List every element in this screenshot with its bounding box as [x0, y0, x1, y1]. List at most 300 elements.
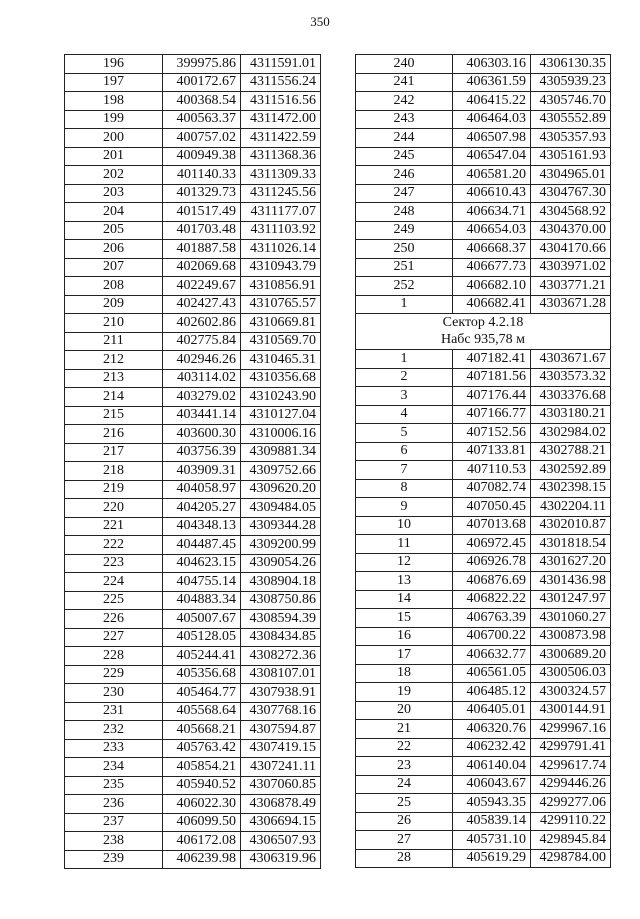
table-row	[65, 73, 321, 92]
point-number-cell: 1	[356, 350, 453, 369]
point-number-cell: 9	[356, 498, 453, 517]
point-number-cell: 3	[356, 387, 453, 406]
x-coordinate-cell: 405763.42	[163, 739, 241, 758]
table-row	[65, 240, 321, 259]
coordinates-table-right	[355, 54, 611, 868]
point-number-cell: 229	[65, 665, 163, 684]
x-coordinate-cell: 402946.26	[163, 351, 241, 370]
table-row	[356, 129, 611, 148]
x-coordinate-cell: 406632.77	[453, 646, 531, 665]
point-number-cell: 197	[65, 73, 163, 92]
table-row	[356, 701, 611, 720]
x-coordinate-cell: 401140.33	[163, 166, 241, 185]
x-coordinate-cell: 400172.67	[163, 73, 241, 92]
x-coordinate-cell: 406561.05	[453, 664, 531, 683]
y-coordinate-cell: 4309752.66	[241, 462, 321, 481]
table-row	[65, 795, 321, 814]
x-coordinate-cell: 406507.98	[453, 129, 531, 148]
x-coordinate-cell: 401703.48	[163, 221, 241, 240]
point-number-cell: 248	[356, 203, 453, 222]
table-row	[65, 314, 321, 333]
y-coordinate-cell: 4308904.18	[241, 573, 321, 592]
coordinates-table-left	[64, 54, 321, 869]
y-coordinate-cell: 4308107.01	[241, 665, 321, 684]
x-coordinate-cell: 406876.69	[453, 572, 531, 591]
x-coordinate-cell: 400563.37	[163, 110, 241, 129]
y-coordinate-cell: 4303376.68	[531, 387, 611, 406]
y-coordinate-cell: 4302204.11	[531, 498, 611, 517]
x-coordinate-cell: 405940.52	[163, 776, 241, 795]
y-coordinate-cell: 4310669.81	[241, 314, 321, 333]
y-coordinate-cell: 4310943.79	[241, 258, 321, 277]
point-number-cell: 224	[65, 573, 163, 592]
x-coordinate-cell: 406415.22	[453, 92, 531, 111]
table-row	[65, 295, 321, 314]
y-coordinate-cell: 4303671.28	[531, 295, 611, 314]
point-number-cell: 227	[65, 628, 163, 647]
y-coordinate-cell: 4310006.16	[241, 425, 321, 444]
table-row	[65, 92, 321, 111]
table-row	[356, 73, 611, 92]
y-coordinate-cell: 4305357.93	[531, 129, 611, 148]
x-coordinate-cell: 402602.86	[163, 314, 241, 333]
point-number-cell: 14	[356, 590, 453, 609]
x-coordinate-cell: 406022.30	[163, 795, 241, 814]
table-row	[356, 646, 611, 665]
x-coordinate-cell: 404487.45	[163, 536, 241, 555]
point-number-cell: 20	[356, 701, 453, 720]
y-coordinate-cell: 4304370.00	[531, 221, 611, 240]
point-number-cell: 252	[356, 277, 453, 296]
y-coordinate-cell: 4301436.98	[531, 572, 611, 591]
y-coordinate-cell: 4311556.24	[241, 73, 321, 92]
table-row	[356, 221, 611, 240]
y-coordinate-cell: 4310127.04	[241, 406, 321, 425]
x-coordinate-cell: 405668.21	[163, 721, 241, 740]
point-number-cell: 251	[356, 258, 453, 277]
table-row	[65, 147, 321, 166]
y-coordinate-cell: 4300873.98	[531, 627, 611, 646]
table-row	[65, 702, 321, 721]
y-coordinate-cell: 4310569.70	[241, 332, 321, 351]
point-number-cell: 233	[65, 739, 163, 758]
x-coordinate-cell: 403756.39	[163, 443, 241, 462]
y-coordinate-cell: 4311103.92	[241, 221, 321, 240]
x-coordinate-cell: 406682.10	[453, 277, 531, 296]
table-row	[356, 535, 611, 554]
point-number-cell: 8	[356, 479, 453, 498]
x-coordinate-cell: 406610.43	[453, 184, 531, 203]
x-coordinate-cell: 405731.10	[453, 831, 531, 850]
x-coordinate-cell: 406172.08	[163, 832, 241, 851]
y-coordinate-cell: 4311026.14	[241, 240, 321, 259]
x-coordinate-cell: 402249.67	[163, 277, 241, 296]
point-number-cell: 12	[356, 553, 453, 572]
y-coordinate-cell: 4311177.07	[241, 203, 321, 222]
table-row	[65, 850, 321, 869]
point-number-cell: 217	[65, 443, 163, 462]
point-number-cell: 18	[356, 664, 453, 683]
table-row	[356, 442, 611, 461]
x-coordinate-cell: 406547.04	[453, 147, 531, 166]
y-coordinate-cell: 4306694.15	[241, 813, 321, 832]
table-row	[356, 424, 611, 443]
x-coordinate-cell: 404623.15	[163, 554, 241, 573]
point-number-cell: 228	[65, 647, 163, 666]
y-coordinate-cell: 4311245.56	[241, 184, 321, 203]
y-coordinate-cell: 4308272.36	[241, 647, 321, 666]
x-coordinate-cell: 407050.45	[453, 498, 531, 517]
x-coordinate-cell: 406581.20	[453, 166, 531, 185]
y-coordinate-cell: 4306507.93	[241, 832, 321, 851]
x-coordinate-cell: 406634.71	[453, 203, 531, 222]
table-row	[65, 388, 321, 407]
page-number: 350	[310, 14, 330, 29]
y-coordinate-cell: 4309620.20	[241, 480, 321, 499]
table-row	[65, 425, 321, 444]
y-coordinate-cell: 4300506.03	[531, 664, 611, 683]
y-coordinate-cell: 4307241.11	[241, 758, 321, 777]
point-number-cell: 7	[356, 461, 453, 480]
table-row	[356, 295, 611, 314]
point-number-cell: 249	[356, 221, 453, 240]
table-row	[65, 554, 321, 573]
table-row	[65, 406, 321, 425]
x-coordinate-cell: 407181.56	[453, 368, 531, 387]
point-number-cell: 220	[65, 499, 163, 518]
y-coordinate-cell: 4308594.39	[241, 610, 321, 629]
table-row	[356, 720, 611, 739]
point-number-cell: 206	[65, 240, 163, 259]
x-coordinate-cell: 406972.45	[453, 535, 531, 554]
x-coordinate-cell: 406464.03	[453, 110, 531, 129]
table-row	[356, 553, 611, 572]
x-coordinate-cell: 407110.53	[453, 461, 531, 480]
point-number-cell: 241	[356, 73, 453, 92]
x-coordinate-cell: 407152.56	[453, 424, 531, 443]
table-row	[356, 277, 611, 296]
point-number-cell: 232	[65, 721, 163, 740]
point-number-cell: 25	[356, 794, 453, 813]
x-coordinate-cell: 400757.02	[163, 129, 241, 148]
point-number-cell: 239	[65, 850, 163, 869]
point-number-cell: 4	[356, 405, 453, 424]
point-number-cell: 21	[356, 720, 453, 739]
y-coordinate-cell: 4308434.85	[241, 628, 321, 647]
point-number-cell: 219	[65, 480, 163, 499]
table-row	[356, 184, 611, 203]
point-number-cell: 242	[356, 92, 453, 111]
y-coordinate-cell: 4302592.89	[531, 461, 611, 480]
point-number-cell: 6	[356, 442, 453, 461]
point-number-cell: 17	[356, 646, 453, 665]
x-coordinate-cell: 406677.73	[453, 258, 531, 277]
point-number-cell: 199	[65, 110, 163, 129]
table-row	[65, 739, 321, 758]
x-coordinate-cell: 406140.04	[453, 757, 531, 776]
y-coordinate-cell: 4309344.28	[241, 517, 321, 536]
x-coordinate-cell: 406232.42	[453, 738, 531, 757]
y-coordinate-cell: 4299967.16	[531, 720, 611, 739]
point-number-cell: 230	[65, 684, 163, 703]
point-number-cell: 237	[65, 813, 163, 832]
point-number-cell: 231	[65, 702, 163, 721]
table-row	[356, 55, 611, 74]
table-row	[65, 517, 321, 536]
x-coordinate-cell: 406485.12	[453, 683, 531, 702]
table-row	[65, 591, 321, 610]
y-coordinate-cell: 4304965.01	[531, 166, 611, 185]
point-number-cell: 214	[65, 388, 163, 407]
point-number-cell: 1	[356, 295, 453, 314]
y-coordinate-cell: 4306130.35	[531, 55, 611, 74]
x-coordinate-cell: 406405.01	[453, 701, 531, 720]
table-row	[65, 573, 321, 592]
table-row	[356, 738, 611, 757]
table-row	[65, 443, 321, 462]
point-number-cell: 26	[356, 812, 453, 831]
table-row	[356, 609, 611, 628]
x-coordinate-cell: 407133.81	[453, 442, 531, 461]
point-number-cell: 201	[65, 147, 163, 166]
table-row	[65, 536, 321, 555]
x-coordinate-cell: 406320.76	[453, 720, 531, 739]
point-number-cell: 196	[65, 55, 163, 74]
x-coordinate-cell: 407082.74	[453, 479, 531, 498]
x-coordinate-cell: 405854.21	[163, 758, 241, 777]
y-coordinate-cell: 4307938.91	[241, 684, 321, 703]
point-number-cell: 234	[65, 758, 163, 777]
section-subtitle-row	[356, 332, 611, 350]
y-coordinate-cell: 4304170.66	[531, 240, 611, 259]
y-coordinate-cell: 4309484.05	[241, 499, 321, 518]
table-row	[356, 590, 611, 609]
x-coordinate-cell: 403114.02	[163, 369, 241, 388]
table-row	[65, 369, 321, 388]
x-coordinate-cell: 402427.43	[163, 295, 241, 314]
y-coordinate-cell: 4307419.15	[241, 739, 321, 758]
y-coordinate-cell: 4302984.02	[531, 424, 611, 443]
y-coordinate-cell: 4303671.67	[531, 350, 611, 369]
table-row	[65, 665, 321, 684]
table-row	[356, 516, 611, 535]
x-coordinate-cell: 406099.50	[163, 813, 241, 832]
point-number-cell: 210	[65, 314, 163, 333]
x-coordinate-cell: 403441.14	[163, 406, 241, 425]
point-number-cell: 247	[356, 184, 453, 203]
y-coordinate-cell: 4300689.20	[531, 646, 611, 665]
y-coordinate-cell: 4303573.32	[531, 368, 611, 387]
y-coordinate-cell: 4304568.92	[531, 203, 611, 222]
table-row	[65, 221, 321, 240]
x-coordinate-cell: 402775.84	[163, 332, 241, 351]
y-coordinate-cell: 4299617.74	[531, 757, 611, 776]
x-coordinate-cell: 403600.30	[163, 425, 241, 444]
y-coordinate-cell: 4302788.21	[531, 442, 611, 461]
table-row	[65, 184, 321, 203]
table-row	[65, 110, 321, 129]
x-coordinate-cell: 405619.29	[453, 849, 531, 868]
y-coordinate-cell: 4302398.15	[531, 479, 611, 498]
table-row	[65, 813, 321, 832]
table-row	[65, 351, 321, 370]
table-row	[356, 498, 611, 517]
table-row	[356, 203, 611, 222]
point-number-cell: 245	[356, 147, 453, 166]
table-row	[356, 849, 611, 868]
point-number-cell: 204	[65, 203, 163, 222]
section-title-row	[356, 314, 611, 332]
y-coordinate-cell: 4299277.06	[531, 794, 611, 813]
y-coordinate-cell: 4311309.33	[241, 166, 321, 185]
x-coordinate-cell: 406239.98	[163, 850, 241, 869]
section-title: Сектор 4.2.18	[356, 314, 611, 332]
y-coordinate-cell: 4309200.99	[241, 536, 321, 555]
point-number-cell: 235	[65, 776, 163, 795]
y-coordinate-cell: 4305552.89	[531, 110, 611, 129]
point-number-cell: 212	[65, 351, 163, 370]
point-number-cell: 243	[356, 110, 453, 129]
point-number-cell: 240	[356, 55, 453, 74]
left-table-body	[65, 55, 321, 869]
x-coordinate-cell: 404755.14	[163, 573, 241, 592]
x-coordinate-cell: 406682.41	[453, 295, 531, 314]
table-row	[65, 55, 321, 74]
x-coordinate-cell: 405128.05	[163, 628, 241, 647]
table-row	[356, 757, 611, 776]
table-row	[356, 461, 611, 480]
point-number-cell: 202	[65, 166, 163, 185]
y-coordinate-cell: 4305939.23	[531, 73, 611, 92]
y-coordinate-cell: 4299791.41	[531, 738, 611, 757]
x-coordinate-cell: 406361.59	[453, 73, 531, 92]
x-coordinate-cell: 403279.02	[163, 388, 241, 407]
table-row	[356, 92, 611, 111]
y-coordinate-cell: 4309881.34	[241, 443, 321, 462]
x-coordinate-cell: 405839.14	[453, 812, 531, 831]
table-row	[65, 647, 321, 666]
table-row	[356, 627, 611, 646]
y-coordinate-cell: 4303771.21	[531, 277, 611, 296]
point-number-cell: 221	[65, 517, 163, 536]
x-coordinate-cell: 404205.27	[163, 499, 241, 518]
point-number-cell: 22	[356, 738, 453, 757]
table-row	[356, 166, 611, 185]
x-coordinate-cell: 405568.64	[163, 702, 241, 721]
y-coordinate-cell: 4309054.26	[241, 554, 321, 573]
x-coordinate-cell: 405464.77	[163, 684, 241, 703]
table-row	[356, 258, 611, 277]
y-coordinate-cell: 4311422.59	[241, 129, 321, 148]
table-row	[356, 812, 611, 831]
table-row	[356, 368, 611, 387]
y-coordinate-cell: 4306878.49	[241, 795, 321, 814]
y-coordinate-cell: 4301627.20	[531, 553, 611, 572]
x-coordinate-cell: 404348.13	[163, 517, 241, 536]
point-number-cell: 226	[65, 610, 163, 629]
x-coordinate-cell: 399975.86	[163, 55, 241, 74]
y-coordinate-cell: 4301060.27	[531, 609, 611, 628]
x-coordinate-cell: 404058.97	[163, 480, 241, 499]
table-row	[356, 479, 611, 498]
x-coordinate-cell: 400368.54	[163, 92, 241, 111]
table-row	[65, 499, 321, 518]
point-number-cell: 209	[65, 295, 163, 314]
table-row	[65, 258, 321, 277]
table-row	[356, 405, 611, 424]
table-row	[65, 332, 321, 351]
y-coordinate-cell: 4302010.87	[531, 516, 611, 535]
point-number-cell: 205	[65, 221, 163, 240]
y-coordinate-cell: 4307768.16	[241, 702, 321, 721]
x-coordinate-cell: 407166.77	[453, 405, 531, 424]
table-row	[65, 758, 321, 777]
x-coordinate-cell: 400949.38	[163, 147, 241, 166]
y-coordinate-cell: 4303971.02	[531, 258, 611, 277]
point-number-cell: 250	[356, 240, 453, 259]
point-number-cell: 211	[65, 332, 163, 351]
section-subtitle: Набс 935,78 м	[356, 332, 611, 350]
table-row	[65, 776, 321, 795]
table-row	[356, 110, 611, 129]
y-coordinate-cell: 4307060.85	[241, 776, 321, 795]
table-row	[356, 240, 611, 259]
y-coordinate-cell: 4298784.00	[531, 849, 611, 868]
x-coordinate-cell: 405244.41	[163, 647, 241, 666]
point-number-cell: 10	[356, 516, 453, 535]
point-number-cell: 222	[65, 536, 163, 555]
x-coordinate-cell: 407182.41	[453, 350, 531, 369]
point-number-cell: 15	[356, 609, 453, 628]
y-coordinate-cell: 4300324.57	[531, 683, 611, 702]
point-number-cell: 244	[356, 129, 453, 148]
table-row	[65, 721, 321, 740]
y-coordinate-cell: 4308750.86	[241, 591, 321, 610]
point-number-cell: 27	[356, 831, 453, 850]
point-number-cell: 200	[65, 129, 163, 148]
point-number-cell: 236	[65, 795, 163, 814]
point-number-cell: 11	[356, 535, 453, 554]
x-coordinate-cell: 407176.44	[453, 387, 531, 406]
x-coordinate-cell: 402069.68	[163, 258, 241, 277]
table-row	[356, 147, 611, 166]
point-number-cell: 223	[65, 554, 163, 573]
table-row	[356, 572, 611, 591]
point-number-cell: 24	[356, 775, 453, 794]
x-coordinate-cell: 406763.39	[453, 609, 531, 628]
table-row	[65, 462, 321, 481]
table-row	[65, 610, 321, 629]
table-row	[356, 683, 611, 702]
x-coordinate-cell: 405007.67	[163, 610, 241, 629]
table-row	[65, 277, 321, 296]
point-number-cell: 19	[356, 683, 453, 702]
point-number-cell: 13	[356, 572, 453, 591]
x-coordinate-cell: 405356.68	[163, 665, 241, 684]
y-coordinate-cell: 4311591.01	[241, 55, 321, 74]
y-coordinate-cell: 4311472.00	[241, 110, 321, 129]
point-number-cell: 16	[356, 627, 453, 646]
table-row	[65, 480, 321, 499]
y-coordinate-cell: 4303180.21	[531, 405, 611, 424]
y-coordinate-cell: 4311368.36	[241, 147, 321, 166]
y-coordinate-cell: 4305746.70	[531, 92, 611, 111]
x-coordinate-cell: 403909.31	[163, 462, 241, 481]
point-number-cell: 208	[65, 277, 163, 296]
point-number-cell: 213	[65, 369, 163, 388]
point-number-cell: 207	[65, 258, 163, 277]
y-coordinate-cell: 4311516.56	[241, 92, 321, 111]
